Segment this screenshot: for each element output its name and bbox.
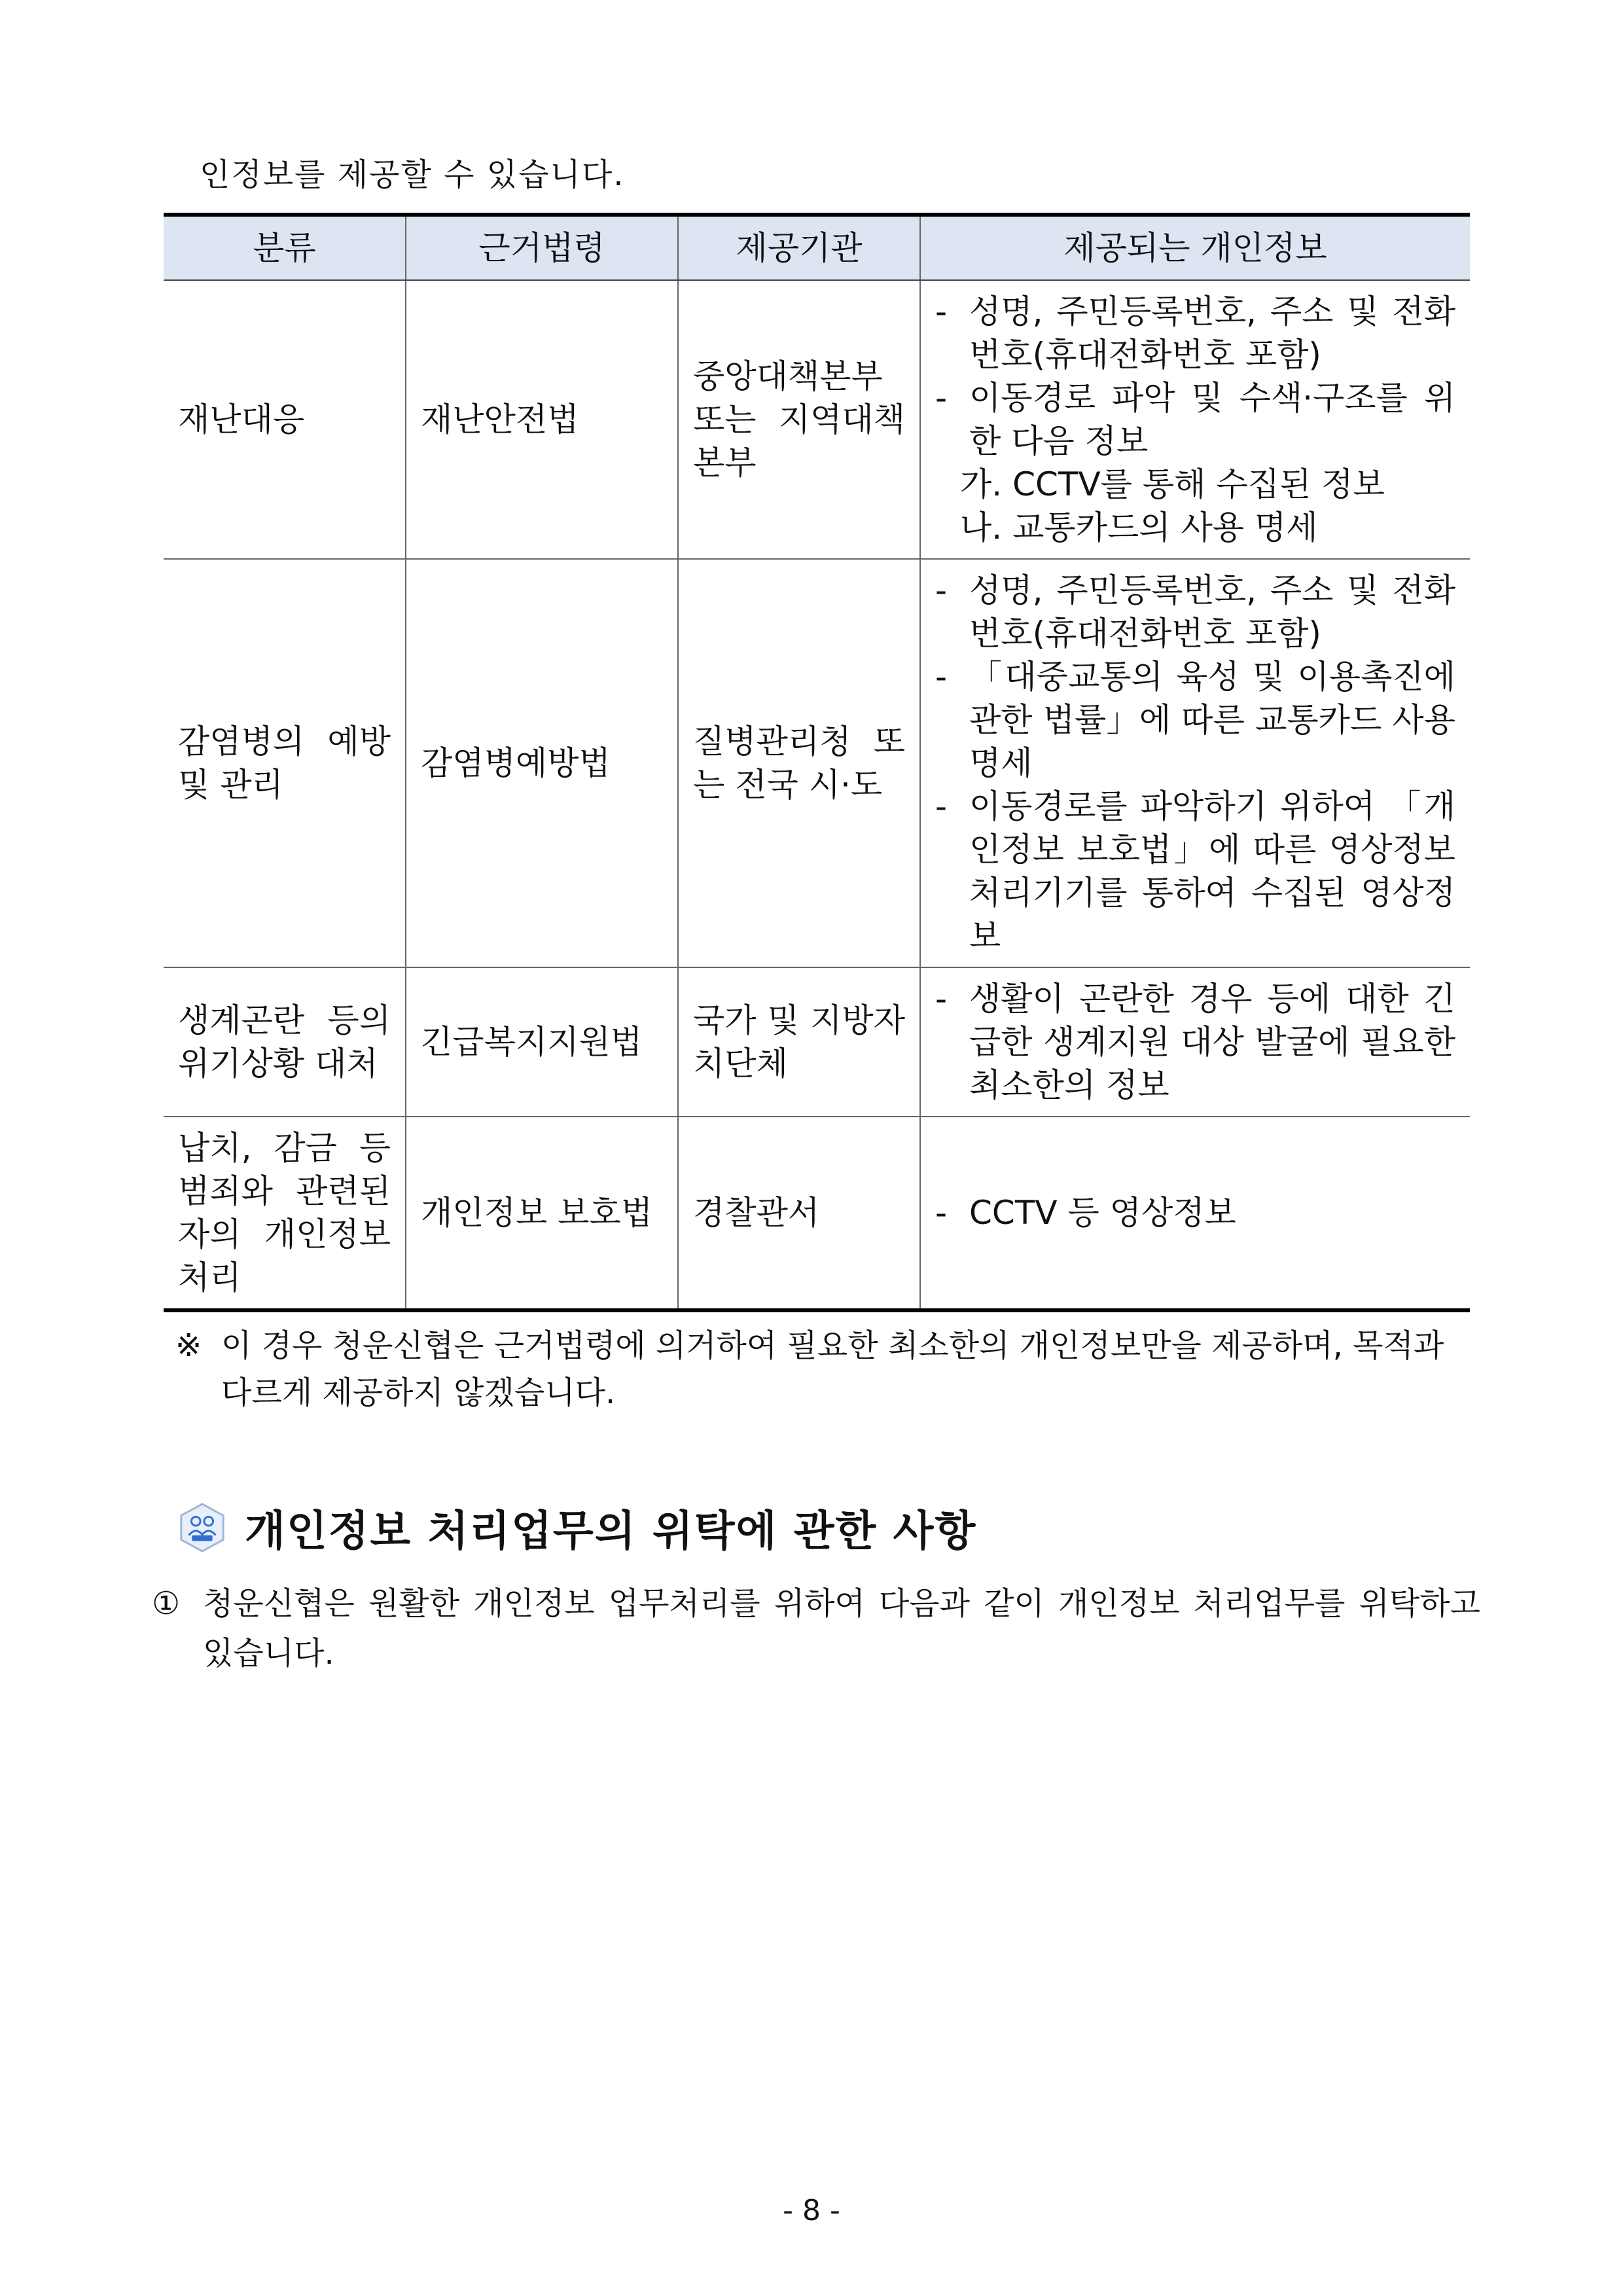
info-subitem: 나. 교통카드의 사용 명세 bbox=[960, 509, 1318, 547]
cell-info bbox=[920, 280, 1470, 559]
cell-agency: 국가 및 지방자치단체 bbox=[678, 967, 920, 1117]
note-mark: ※ bbox=[175, 1327, 202, 1364]
info-item: - 「대중교통의 육성 및 이용촉진에 관한 법률」에 따른 교통카드 사용명세 bbox=[935, 658, 1455, 782]
table-row bbox=[164, 280, 1470, 559]
table-header-row bbox=[164, 215, 1470, 280]
page-number: - 8 - bbox=[783, 2194, 840, 2227]
cell-info bbox=[920, 559, 1470, 967]
cell-category: 납치, 감금 등 범죄와 관련된 자의 개인정보 처리 bbox=[164, 1117, 406, 1310]
cell-info bbox=[920, 1117, 1470, 1310]
note-text: 이 경우 청운신협은 근거법령에 의거하여 필요한 최소한의 개인정보만을 제공하며, 목적과 다르게 제공하지 않겠습니다. bbox=[221, 1327, 1444, 1411]
cell-info bbox=[920, 967, 1470, 1117]
paragraph-text: 청운신협은 원활한 개인정보 업무처리를 위하여 다음과 같이 개인정보 처리업무를 위탁하고 있습니다. bbox=[203, 1585, 1480, 1672]
paragraph-number: ① bbox=[152, 1585, 181, 1622]
table-row bbox=[164, 967, 1470, 1117]
header-category: 분류 bbox=[164, 215, 406, 280]
header-agency: 제공기관 bbox=[678, 215, 920, 280]
cell-agency: 중앙대책본부 또는 지역대책본부 bbox=[678, 280, 920, 559]
provision-table bbox=[164, 213, 1470, 1312]
cell-law: 개인정보 보호법 bbox=[406, 1117, 678, 1310]
cell-law: 긴급복지지원법 bbox=[406, 967, 678, 1117]
info-item: - 생활이 곤란한 경우 등에 대한 긴급한 생계지원 대상 발굴에 필요한 최소한의 정보 bbox=[935, 980, 1455, 1104]
cell-agency: 질병관리청 또는 전국 시·도 bbox=[678, 559, 920, 967]
body-paragraph bbox=[152, 1579, 1480, 1678]
people-hexagon-icon bbox=[177, 1502, 228, 1553]
section-heading bbox=[177, 1498, 976, 1558]
cell-law: 감염병예방법 bbox=[406, 559, 678, 967]
info-item: - 성명, 주민등록번호, 주소 및 전화번호(휴대전화번호 포함) bbox=[935, 293, 1455, 374]
cell-category: 생계곤란 등의 위기상황 대처 bbox=[164, 967, 406, 1117]
header-law: 근거법령 bbox=[406, 215, 678, 280]
intro-fragment: 인정보를 제공할 수 있습니다. bbox=[200, 156, 625, 193]
cell-law: 재난안전법 bbox=[406, 280, 678, 559]
header-info: 제공되는 개인정보 bbox=[920, 215, 1470, 280]
table-row bbox=[164, 559, 1470, 967]
table-row bbox=[164, 1117, 1470, 1310]
table-note bbox=[175, 1322, 1481, 1416]
cell-category: 재난대응 bbox=[164, 280, 406, 559]
info-item: - CCTV 등 영상정보 bbox=[935, 1194, 1236, 1232]
info-subitem: 가. CCTV를 통해 수집된 정보 bbox=[960, 465, 1385, 503]
cell-agency: 경찰관서 bbox=[678, 1117, 920, 1310]
info-item: - 성명, 주민등록번호, 주소 및 전화번호(휴대전화번호 포함) bbox=[935, 571, 1455, 653]
section-title: 개인정보 처리업무의 위탁에 관한 사항 bbox=[245, 1507, 977, 1556]
cell-category: 감염병의 예방 및 관리 bbox=[164, 559, 406, 967]
info-item: - 이동경로를 파악하기 위하여 「개인정보 보호법」에 따른 영상정보처리기기를 통하여 수집된 영상정보 bbox=[935, 787, 1455, 955]
info-item: - 이동경로 파악 및 수색·구조를 위한 다음 정보 bbox=[935, 379, 1455, 460]
